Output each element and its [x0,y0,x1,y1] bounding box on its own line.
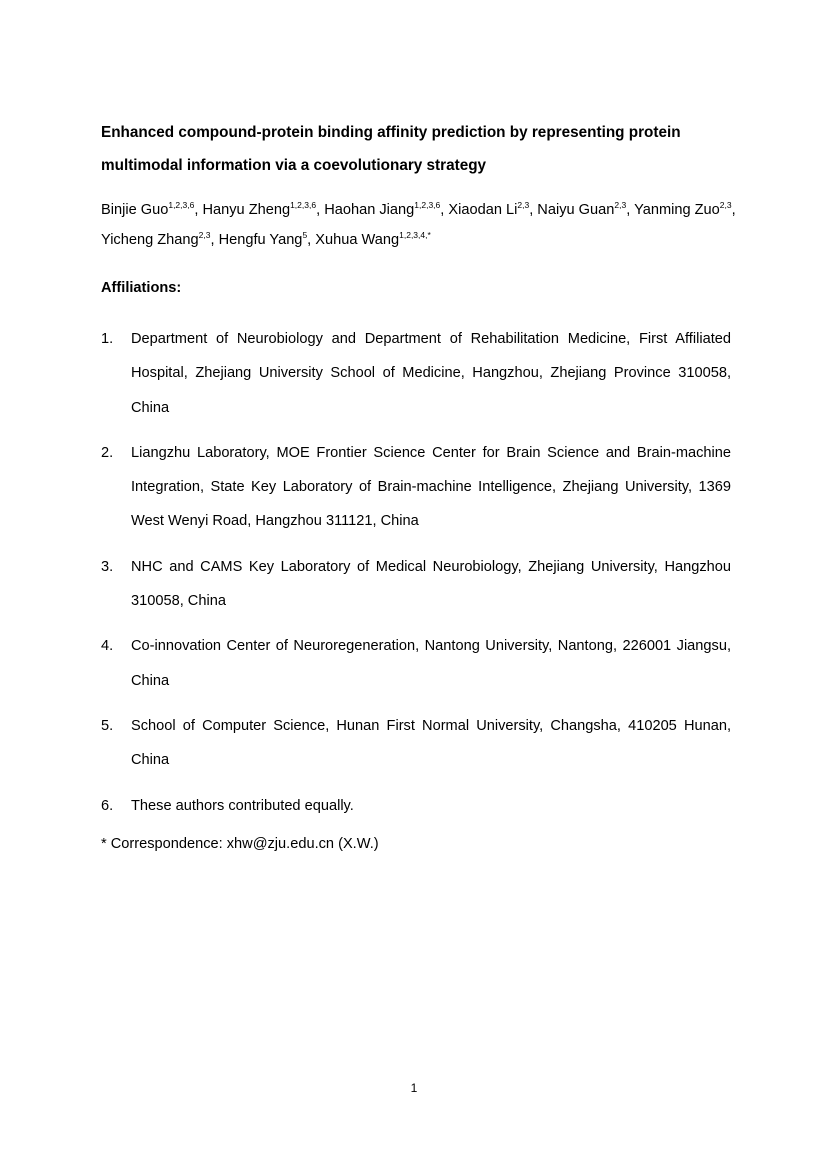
affiliations-list [101,322,731,834]
author-affiliation-marks: 1,2,3,6 [414,200,441,210]
author-separator: , [210,232,219,248]
author-name: Yicheng Zhang [101,232,199,248]
author-name: Hanyu Zheng [202,202,291,218]
affiliation-text: NHC and CAMS Key Laboratory of Medical Neurobiology, Zhejiang University, Hangzhou 310058, China [131,558,731,610]
author-list [101,195,741,255]
affiliation-item [101,550,731,619]
author-name: Yanming Zuo [634,202,720,218]
affiliation-item [101,322,731,425]
author [324,202,448,218]
author [634,202,736,218]
page-number: 1 [410,1081,418,1095]
author-affiliation-marks: 1,2,3,4,* [399,230,431,240]
author-separator: , [316,202,325,218]
author-separator: , [626,202,635,218]
author-affiliation-marks: 2,3 [198,230,211,240]
affiliation-text: Co-innovation Center of Neuroregeneration, Nantong University, Nantong, 226001 Jiangsu, China [131,638,731,689]
author [537,202,634,218]
author-name: Naiyu Guan [537,202,615,218]
paper-title-line-2: multimodal information via a coevolutionary strategy [101,157,487,174]
affiliation-text: Department of Neurobiology and Department of Rehabilitation Medicine, First Affiliated Hospital, Zhejiang University School of Medicine, Hangzhou, Zhejiang Province 310058, China [131,331,731,416]
correspondence-note: * Correspondence: xhw@zju.edu.cn (X.W.) [101,836,379,852]
author-affiliation-marks: 2,3 [719,200,732,210]
author-affiliation-marks: 1,2,3,6 [290,200,317,210]
affiliation-item [101,629,731,698]
author-name: Xiaodan Li [448,202,518,218]
author-separator: , [529,202,538,218]
affiliation-item [101,436,731,539]
author [101,202,202,218]
author [315,232,431,248]
author-name: Haohan Jiang [324,202,415,218]
author [219,232,316,248]
author [448,202,537,218]
author-affiliation-marks: 2,3 [517,200,530,210]
affiliation-number: 1. [101,331,114,347]
author-name: Xuhua Wang [315,232,400,248]
author-affiliation-marks: 1,2,3,6 [168,200,195,210]
affiliation-number: 5. [101,717,114,734]
author-affiliation-marks: 5 [302,230,308,240]
affiliation-text: These authors contributed equally. [131,797,354,814]
affiliation-number: 4. [101,638,114,655]
author-affiliation-marks: 2,3 [614,200,627,210]
affiliation-item [101,709,731,778]
author [101,232,219,248]
affiliation-text: School of Computer Science, Hunan First Normal University, Changsha, 410205 Hunan, China [131,717,731,769]
paper-title-line-1: Enhanced compound-protein binding affinity prediction by representing protein [101,124,681,141]
author-separator: , [307,232,316,248]
author-name: Binjie Guo [101,202,169,218]
affiliation-text: Liangzhu Laboratory, MOE Frontier Science Center for Brain Science and Brain-machine Integration, State Key Laboratory of Brain-machine Intelligence, Zhejiang University, 1369 West Wenyi Road, Hangzhou 311121, China [131,444,731,530]
author-separator: , [194,202,203,218]
author-separator: , [440,202,449,218]
affiliation-number: 6. [101,797,114,814]
author-name: Hengfu Yang [218,232,303,248]
author [202,202,324,218]
paper-title [101,116,741,182]
author-separator: , [731,202,736,218]
affiliation-number: 2. [101,444,114,461]
affiliation-item [101,789,731,823]
affiliation-number: 3. [101,558,114,575]
affiliations-heading: Affiliations: [101,280,182,296]
